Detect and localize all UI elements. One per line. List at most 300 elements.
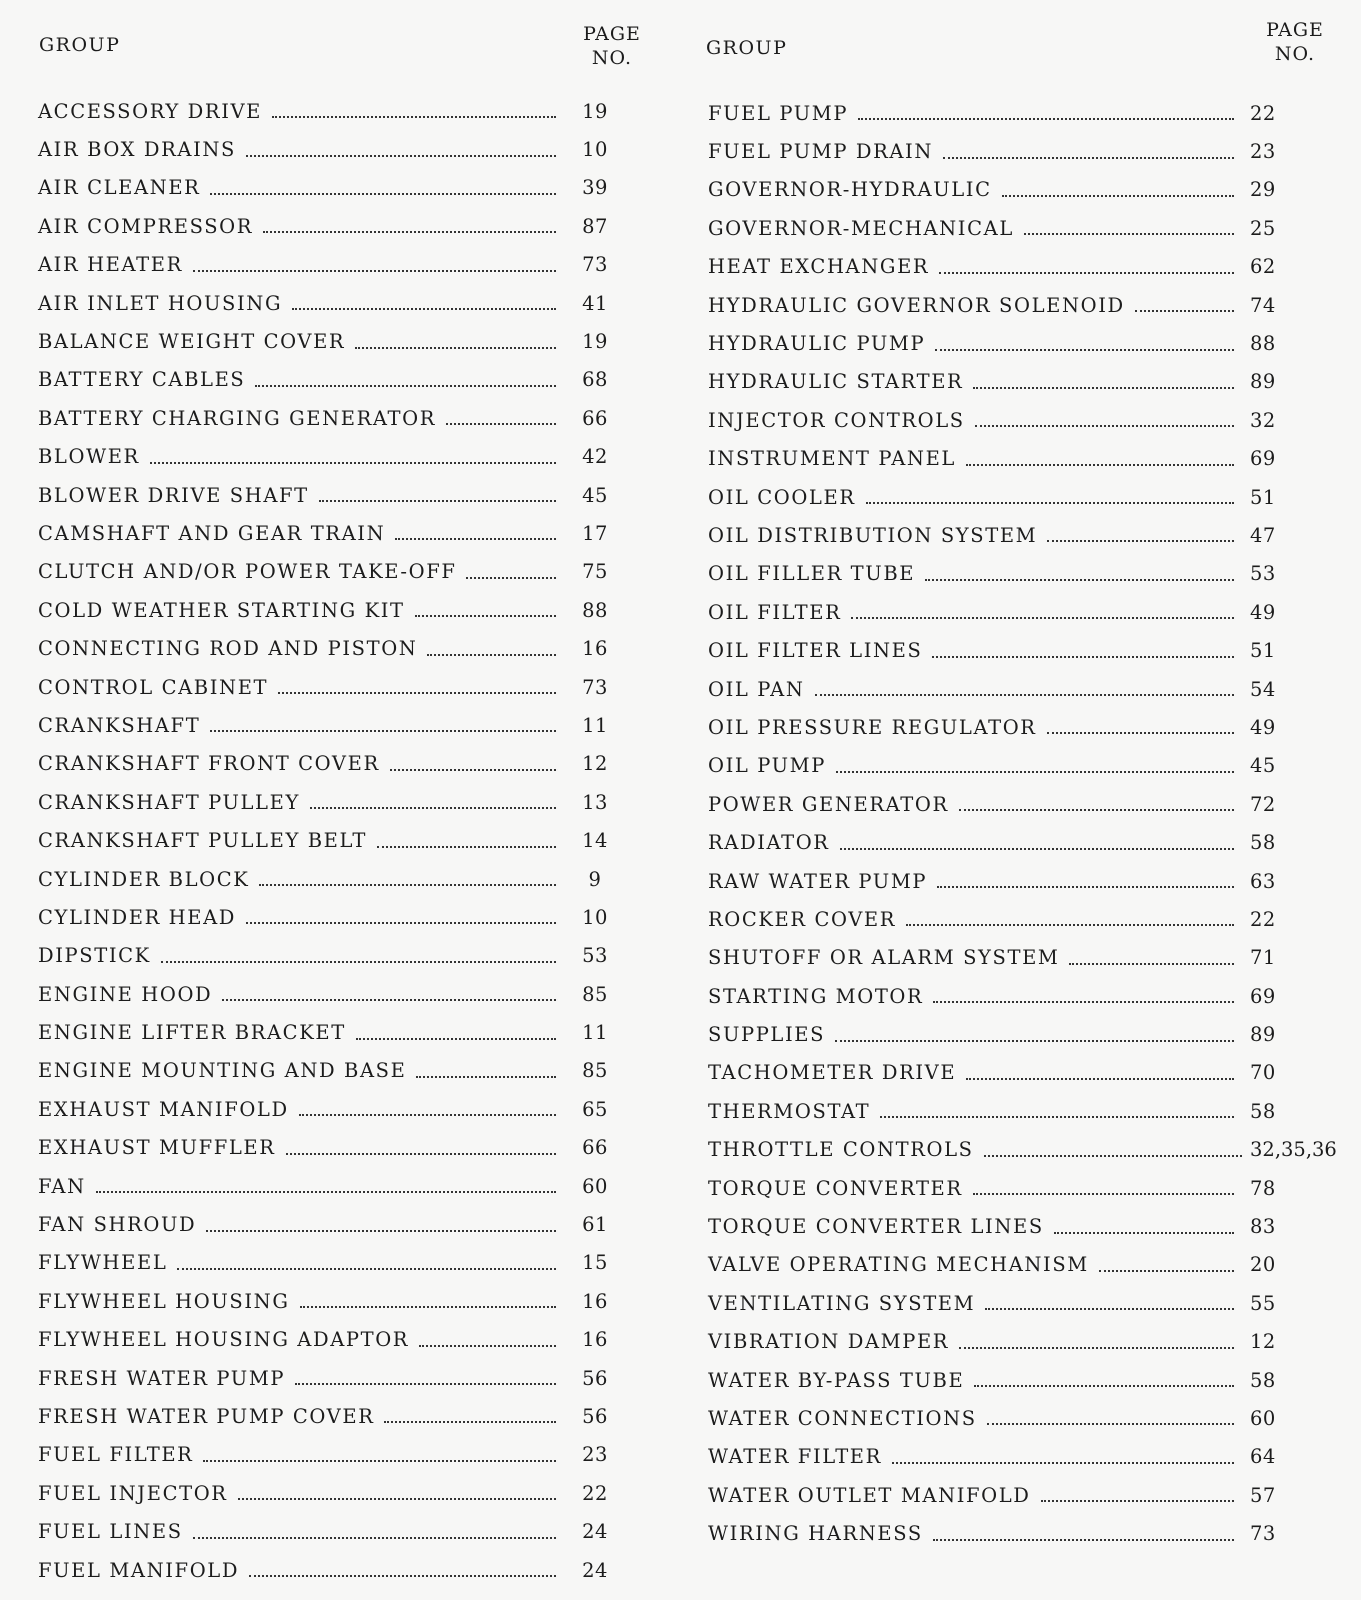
entry-group-name: EXHAUST MUFFLER [38, 1136, 276, 1160]
entry-page-number: 16 [582, 1289, 608, 1313]
entry-group-name: ROCKER COVER [708, 907, 897, 931]
index-entry [30, 1512, 620, 1550]
page-number-header [572, 22, 652, 70]
entry-group-name: FUEL PUMP DRAIN [708, 140, 934, 164]
group-header: GROUP [39, 34, 121, 56]
index-entry [30, 514, 620, 552]
entry-group-name: COLD WEATHER STARTING KIT [38, 598, 405, 622]
dot-leader [246, 907, 556, 927]
entry-group-name: DIPSTICK [38, 944, 151, 968]
entry-page-number: 56 [582, 1404, 608, 1428]
entry-group-name: BLOWER DRIVE SHAFT [38, 483, 309, 507]
entry-page-number: 73 [582, 675, 608, 699]
entry-group-name: CRANKSHAFT FRONT COVER [38, 752, 380, 776]
index-entry [30, 1244, 620, 1282]
dot-leader [973, 372, 1234, 392]
dot-leader [959, 794, 1234, 814]
entry-group-name: HYDRAULIC GOVERNOR SOLENOID [708, 293, 1125, 317]
entry-group-name: VIBRATION DAMPER [708, 1330, 950, 1354]
entry-page-number: 41 [582, 291, 608, 315]
entry-group-name: CRANKSHAFT PULLEY BELT [38, 829, 368, 853]
index-entry [30, 438, 620, 476]
dot-leader [355, 332, 556, 352]
entry-group-name: CYLINDER HEAD [38, 905, 237, 929]
dot-leader [974, 1370, 1234, 1390]
index-entry [30, 169, 620, 207]
entry-page-number: 88 [1250, 332, 1276, 356]
index-entry [30, 246, 620, 284]
entry-group-name: OIL FILTER LINES [708, 639, 923, 663]
dot-leader [984, 1140, 1242, 1160]
entry-page-number: 54 [1250, 677, 1276, 701]
dot-leader [966, 449, 1234, 469]
index-entry [700, 1092, 1340, 1130]
dot-leader [985, 1293, 1234, 1313]
entry-group-name: CLUTCH AND/OR POWER TAKE-OFF [38, 560, 457, 584]
index-entry [30, 1474, 620, 1512]
entry-page-number: 60 [1250, 1406, 1276, 1430]
dot-leader [319, 485, 556, 505]
index-entry [700, 977, 1340, 1015]
entry-page-number: 19 [582, 99, 608, 123]
entry-page-number: 53 [582, 944, 608, 968]
index-entry [700, 1284, 1340, 1322]
entry-page-number: 22 [1250, 101, 1276, 125]
entry-page-number: 68 [582, 368, 608, 392]
entry-group-name: THROTTLE CONTROLS [708, 1138, 974, 1162]
entry-page-number: 51 [1250, 485, 1276, 509]
dot-leader [203, 1445, 556, 1465]
dot-leader [416, 1061, 556, 1081]
dot-leader [377, 831, 556, 851]
entry-page-number: 32 [1250, 408, 1276, 432]
index-entry [700, 747, 1340, 785]
dot-leader [427, 639, 556, 659]
index-entry [30, 706, 620, 744]
entry-group-name: HEAT EXCHANGER [708, 255, 930, 279]
entry-page-number: 65 [582, 1097, 608, 1121]
entry-group-name: GOVERNOR-HYDRAULIC [708, 178, 992, 202]
entry-page-number: 47 [1250, 523, 1276, 547]
entry-group-name: OIL FILLER TUBE [708, 562, 916, 586]
index-entry [700, 1476, 1340, 1514]
index-entry [700, 1361, 1340, 1399]
entry-page-number: 66 [582, 1136, 608, 1160]
index-entry [30, 1205, 620, 1243]
entry-page-number: 75 [582, 560, 608, 584]
index-entry [700, 94, 1340, 132]
index-entry [30, 1551, 620, 1589]
entry-group-name: HYDRAULIC STARTER [708, 370, 964, 394]
index-entry [30, 130, 620, 168]
entry-group-name: SUPPLIES [708, 1023, 826, 1047]
entry-page-number: 83 [1250, 1215, 1276, 1239]
index-entry [30, 591, 620, 629]
index-entry [700, 900, 1340, 938]
dot-leader [987, 1408, 1234, 1428]
dot-leader [1024, 218, 1234, 238]
index-entry [700, 401, 1340, 439]
dot-leader [1002, 180, 1234, 200]
entry-page-number: 17 [582, 521, 608, 545]
index-entry [30, 1129, 620, 1167]
page-header-line2: NO. [1274, 43, 1316, 65]
index-entry [700, 516, 1340, 554]
entry-page-number: 72 [1250, 792, 1276, 816]
entry-page-number: 32,35,36 [1250, 1138, 1337, 1162]
index-entry [30, 399, 620, 437]
dot-leader [193, 1522, 556, 1542]
dot-leader [286, 1138, 556, 1158]
entry-group-name: OIL PUMP [708, 754, 826, 778]
dot-leader [263, 216, 556, 236]
entry-group-name: ENGINE HOOD [38, 982, 213, 1006]
index-entry [700, 209, 1340, 247]
dot-leader [238, 1483, 556, 1503]
entry-page-number: 69 [1250, 984, 1276, 1008]
index-entry [30, 783, 620, 821]
dot-leader [295, 1368, 556, 1388]
entry-page-number: 29 [1250, 178, 1276, 202]
entry-page-number: 87 [582, 214, 608, 238]
entry-group-name: WATER OUTLET MANIFOLD [708, 1483, 1031, 1507]
index-entry [30, 92, 620, 130]
index-entry [700, 1438, 1340, 1476]
entry-group-name: BATTERY CABLES [38, 368, 246, 392]
entry-group-name: FRESH WATER PUMP COVER [38, 1404, 375, 1428]
entry-group-name: CAMSHAFT AND GEAR TRAIN [38, 521, 386, 545]
entry-group-name: ENGINE MOUNTING AND BASE [38, 1059, 407, 1083]
entry-page-number: 49 [1250, 715, 1276, 739]
dot-leader [299, 1099, 556, 1119]
entry-page-number: 11 [582, 1021, 608, 1045]
dot-leader [959, 1332, 1234, 1352]
entry-page-number: 19 [582, 330, 608, 354]
index-entry [30, 322, 620, 360]
index-entry [30, 898, 620, 936]
entry-group-name: AIR INLET HOUSING [38, 291, 283, 315]
entry-page-number: 16 [582, 1328, 608, 1352]
index-entry [30, 284, 620, 322]
entry-group-name: FRESH WATER PUMP [38, 1366, 286, 1390]
entry-group-name: OIL PRESSURE REGULATOR [708, 715, 1037, 739]
entry-group-name: OIL FILTER [708, 600, 842, 624]
entry-page-number: 69 [1250, 447, 1276, 471]
entry-page-number: 25 [1250, 216, 1276, 240]
entry-page-number: 64 [1250, 1445, 1276, 1469]
entry-page-number: 45 [582, 483, 608, 507]
entry-group-name: FLYWHEEL HOUSING ADAPTOR [38, 1328, 410, 1352]
dot-leader [840, 833, 1234, 853]
dot-leader [1135, 295, 1234, 315]
dot-leader [210, 178, 556, 198]
dot-leader [259, 869, 556, 889]
index-entry [30, 361, 620, 399]
index-entry [700, 1054, 1340, 1092]
entry-page-number: 78 [1250, 1176, 1276, 1200]
entry-group-name: AIR BOX DRAINS [38, 138, 237, 162]
index-entry [700, 478, 1340, 516]
dot-leader [858, 103, 1234, 123]
dot-leader [415, 600, 556, 620]
dot-leader [815, 679, 1234, 699]
index-entry [30, 1052, 620, 1090]
index-entry [700, 708, 1340, 746]
index-entry [700, 939, 1340, 977]
entry-group-name: WIRING HARNESS [708, 1522, 923, 1546]
entry-group-name: FLYWHEEL [38, 1251, 168, 1275]
entry-group-name: FUEL MANIFOLD [38, 1558, 240, 1582]
entry-group-name: CONNECTING ROD AND PISTON [38, 637, 418, 661]
dot-leader [939, 257, 1234, 277]
entry-page-number: 24 [582, 1520, 608, 1544]
dot-leader [466, 562, 556, 582]
entry-page-number: 12 [582, 752, 608, 776]
entry-group-name: BATTERY CHARGING GENERATOR [38, 406, 436, 430]
entry-page-number: 74 [1250, 293, 1276, 317]
dot-leader [384, 1406, 556, 1426]
entry-page-number: 10 [582, 905, 608, 929]
entry-page-number: 49 [1250, 600, 1276, 624]
dot-leader [933, 1524, 1234, 1544]
index-entry [700, 1323, 1340, 1361]
index-entry [700, 1131, 1340, 1169]
entry-group-name: FAN SHROUD [38, 1213, 197, 1237]
entry-page-number: 70 [1250, 1061, 1276, 1085]
index-entry [30, 975, 620, 1013]
entry-page-number: 23 [1250, 140, 1276, 164]
index-entry [700, 1399, 1340, 1437]
entry-group-name: ACCESSORY DRIVE [38, 99, 263, 123]
dot-leader [880, 1101, 1234, 1121]
entry-group-name: ENGINE LIFTER BRACKET [38, 1021, 346, 1045]
index-entry [30, 1167, 620, 1205]
index-entry [30, 1090, 620, 1128]
entry-group-name: GOVERNOR-MECHANICAL [708, 216, 1014, 240]
entry-group-name: FUEL INJECTOR [38, 1481, 228, 1505]
index-entry [700, 1015, 1340, 1053]
index-entry [30, 1397, 620, 1435]
dot-leader [161, 946, 556, 966]
dot-leader [300, 1291, 557, 1311]
entry-page-number: 55 [1250, 1291, 1276, 1315]
dot-leader [292, 293, 556, 313]
entry-group-name: TORQUE CONVERTER [708, 1176, 963, 1200]
entry-page-number: 85 [582, 1059, 608, 1083]
page-header-line1: PAGE [583, 23, 641, 45]
index-entry [700, 593, 1340, 631]
entry-page-number: 56 [582, 1366, 608, 1390]
dot-leader [935, 334, 1234, 354]
index-entry [700, 171, 1340, 209]
entry-group-name: OIL COOLER [708, 485, 856, 509]
left-index-list [30, 92, 630, 1589]
entry-group-name: AIR CLEANER [38, 176, 201, 200]
entry-page-number: 16 [582, 637, 608, 661]
index-entry [30, 1282, 620, 1320]
dot-leader [1047, 525, 1234, 545]
entry-page-number: 51 [1250, 639, 1276, 663]
entry-page-number: 42 [582, 445, 608, 469]
entry-page-number: 73 [1250, 1522, 1276, 1546]
dot-leader [943, 142, 1234, 162]
dot-leader [1041, 1485, 1234, 1505]
index-entry [700, 862, 1340, 900]
index-entry [30, 629, 620, 667]
entry-group-name: WATER FILTER [708, 1445, 882, 1469]
entry-page-number: 13 [582, 790, 608, 814]
dot-leader [395, 523, 556, 543]
index-entry [30, 860, 620, 898]
index-entry [30, 476, 620, 514]
dot-leader [1047, 717, 1234, 737]
entry-group-name: FUEL LINES [38, 1520, 183, 1544]
dot-leader [973, 1178, 1234, 1198]
entry-group-name: OIL DISTRIBUTION SYSTEM [708, 523, 1038, 547]
entry-page-number: 62 [1250, 255, 1276, 279]
dot-leader [925, 564, 1234, 584]
index-entry [700, 363, 1340, 401]
dot-leader [446, 408, 556, 428]
page-number-header [1255, 18, 1335, 66]
dot-leader [1069, 948, 1234, 968]
dot-leader [193, 255, 556, 275]
dot-leader [272, 101, 556, 121]
dot-leader [892, 1447, 1234, 1467]
entry-group-name: FLYWHEEL HOUSING [38, 1289, 290, 1313]
entry-group-name: RAW WATER PUMP [708, 869, 928, 893]
index-entry [30, 1321, 620, 1359]
entry-group-name: WATER CONNECTIONS [708, 1406, 977, 1430]
index-entry [30, 937, 620, 975]
dot-leader [177, 1253, 556, 1273]
entry-group-name: SHUTOFF OR ALARM SYSTEM [708, 946, 1060, 970]
entry-group-name: FUEL FILTER [38, 1443, 194, 1467]
dot-leader [356, 1023, 556, 1043]
dot-leader [249, 1560, 556, 1580]
entry-page-number: 45 [1250, 754, 1276, 778]
entry-group-name: RADIATOR [708, 831, 830, 855]
entry-page-number: 20 [1250, 1253, 1276, 1277]
entry-group-name: CYLINDER BLOCK [38, 867, 250, 891]
entry-page-number: 11 [582, 713, 608, 737]
index-entry [30, 668, 620, 706]
entry-page-number: 53 [1250, 562, 1276, 586]
entry-group-name: BALANCE WEIGHT COVER [38, 330, 346, 354]
entry-page-number: 22 [582, 1481, 608, 1505]
dot-leader [975, 410, 1234, 430]
index-entry [700, 440, 1340, 478]
entry-page-number: 39 [582, 176, 608, 200]
entry-page-number: 89 [1250, 370, 1276, 394]
entry-group-name: HYDRAULIC PUMP [708, 332, 926, 356]
dot-leader [866, 487, 1234, 507]
index-entry [700, 631, 1340, 669]
entry-page-number: 14 [582, 829, 608, 853]
index-entry [700, 1207, 1340, 1245]
index-entry [700, 1514, 1340, 1552]
entry-page-number: 58 [1250, 1368, 1276, 1392]
entry-page-number: 24 [582, 1558, 608, 1582]
dot-leader [255, 370, 556, 390]
index-entry [700, 132, 1340, 170]
entry-group-name: FAN [38, 1174, 86, 1198]
index-entry [30, 207, 620, 245]
dot-leader [222, 984, 556, 1004]
entry-group-name: CRANKSHAFT [38, 713, 201, 737]
dot-leader [278, 677, 556, 697]
entry-group-name: AIR COMPRESSOR [38, 214, 254, 238]
dot-leader [937, 871, 1234, 891]
dot-leader [932, 641, 1234, 661]
dot-leader [390, 754, 556, 774]
entry-page-number: 66 [582, 406, 608, 430]
entry-page-number: 9 [588, 867, 602, 891]
entry-page-number: 89 [1250, 1023, 1276, 1047]
entry-page-number: 58 [1250, 831, 1276, 855]
dot-leader [206, 1215, 556, 1235]
index-entry [700, 670, 1340, 708]
entry-group-name: WATER BY-PASS TUBE [708, 1368, 965, 1392]
index-entry [30, 745, 620, 783]
dot-leader [246, 140, 556, 160]
entry-group-name: CONTROL CABINET [38, 675, 269, 699]
entry-page-number: 88 [582, 598, 608, 622]
entry-page-number: 58 [1250, 1099, 1276, 1123]
entry-page-number: 71 [1250, 946, 1276, 970]
index-entry [700, 785, 1340, 823]
index-entry [700, 1169, 1340, 1207]
dot-leader [966, 1063, 1234, 1083]
entry-group-name: POWER GENERATOR [708, 792, 949, 816]
dot-leader [933, 986, 1234, 1006]
entry-page-number: 12 [1250, 1330, 1276, 1354]
index-entry [700, 248, 1340, 286]
entry-group-name: TORQUE CONVERTER LINES [708, 1215, 1044, 1239]
dot-leader [419, 1330, 556, 1350]
entry-group-name: THERMOSTAT [708, 1099, 871, 1123]
index-entry [30, 1359, 620, 1397]
entry-page-number: 15 [582, 1251, 608, 1275]
dot-leader [906, 909, 1234, 929]
dot-leader [310, 792, 556, 812]
entry-page-number: 60 [582, 1174, 608, 1198]
entry-group-name: INSTRUMENT PANEL [708, 447, 956, 471]
entry-group-name: AIR HEATER [38, 253, 183, 277]
dot-leader [150, 447, 556, 467]
dot-leader [835, 1025, 1234, 1045]
index-entry [700, 823, 1340, 861]
dot-leader [836, 756, 1234, 776]
index-entry [700, 1246, 1340, 1284]
entry-group-name: OIL PAN [708, 677, 805, 701]
entry-group-name: VENTILATING SYSTEM [708, 1291, 976, 1315]
entry-group-name: TACHOMETER DRIVE [708, 1061, 957, 1085]
index-entry [700, 286, 1340, 324]
entry-page-number: 61 [582, 1213, 608, 1237]
entry-group-name: BLOWER [38, 445, 140, 469]
entry-page-number: 57 [1250, 1483, 1276, 1507]
index-entry [30, 1013, 620, 1051]
group-header: GROUP [706, 37, 788, 59]
page-header-line2: NO. [591, 47, 633, 69]
entry-page-number: 63 [1250, 869, 1276, 893]
dot-leader [210, 715, 556, 735]
dot-leader [1054, 1217, 1234, 1237]
entry-page-number: 10 [582, 138, 608, 162]
right-index-list [700, 94, 1340, 1553]
index-entry [700, 555, 1340, 593]
